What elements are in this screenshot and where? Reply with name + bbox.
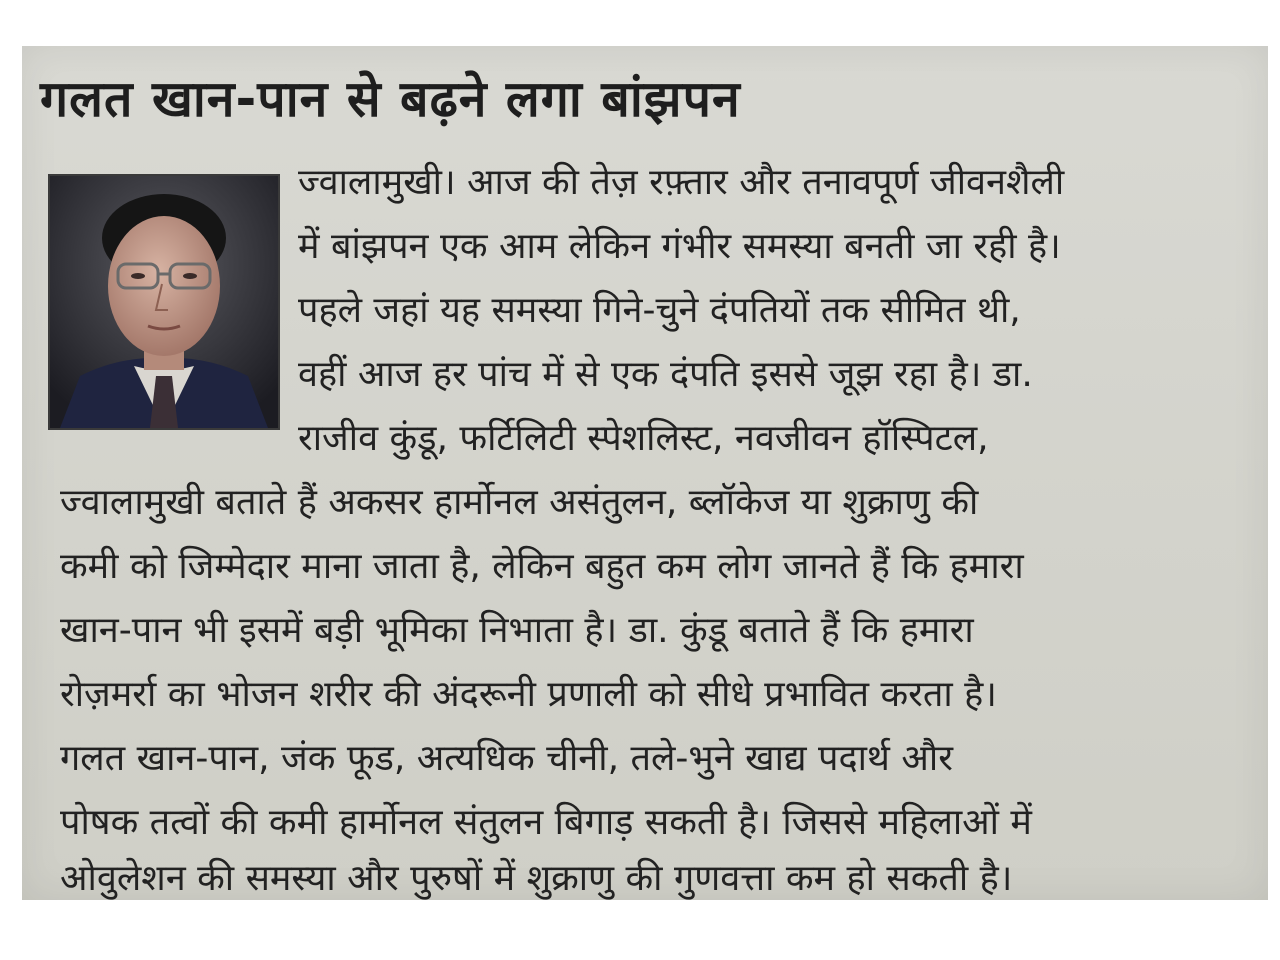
body-line-9: रोज़मर्रा का भोजन शरीर की अंदरूनी प्रणाली को सीधे प्रभावित करता है। xyxy=(60,674,997,715)
body-line-6: ज्वालामुखी बताते हैं अकसर हार्मोनल असंतुलन, ब्लॉकेज या शुक्राणु की xyxy=(60,482,979,523)
newspaper-clipping xyxy=(22,46,1268,900)
body-line-5: राजीव कुंडू, फर्टिलिटी स्पेशलिस्ट, नवजीवन हॉस्पिटल, xyxy=(298,418,989,459)
headline: गलत खान-पान से बढ़ने लगा बांझपन xyxy=(40,70,741,128)
body-line-8: खान-पान भी इसमें बड़ी भूमिका निभाता है। डा. कुंडू बताते हैं कि हमारा xyxy=(60,610,974,651)
body-line-4: वहीं आज हर पांच में से एक दंपति इससे जूझ रहा है। डा. xyxy=(298,354,1033,395)
body-line-11: पोषक तत्वों की कमी हार्मोनल संतुलन बिगाड़ सकती है। जिससे महिलाओं में xyxy=(60,802,1032,843)
portrait-icon xyxy=(50,176,278,428)
portrait-photo xyxy=(48,174,280,430)
body-line-1: ज्वालामुखी। आज की तेज़ रफ़्तार और तनावपूर्ण जीवनशैली xyxy=(298,162,1065,203)
body-line-7: कमी को जिम्मेदार माना जाता है, लेकिन बहुत कम लोग जानते हैं कि हमारा xyxy=(60,546,1024,587)
body-line-10: गलत खान-पान, जंक फूड, अत्यधिक चीनी, तले-भुने खाद्य पदार्थ और xyxy=(60,738,953,779)
body-line-3: पहले जहां यह समस्या गिने-चुने दंपतियों तक सीमित थी, xyxy=(298,290,1021,331)
body-line-12: ओवुलेशन की समस्या और पुरुषों में शुक्राणु की गुणवत्ता कम हो सकती है। xyxy=(60,858,1013,899)
body-line-2: में बांझपन एक आम लेकिन गंभीर समस्या बनती जा रही है। xyxy=(298,226,1061,267)
